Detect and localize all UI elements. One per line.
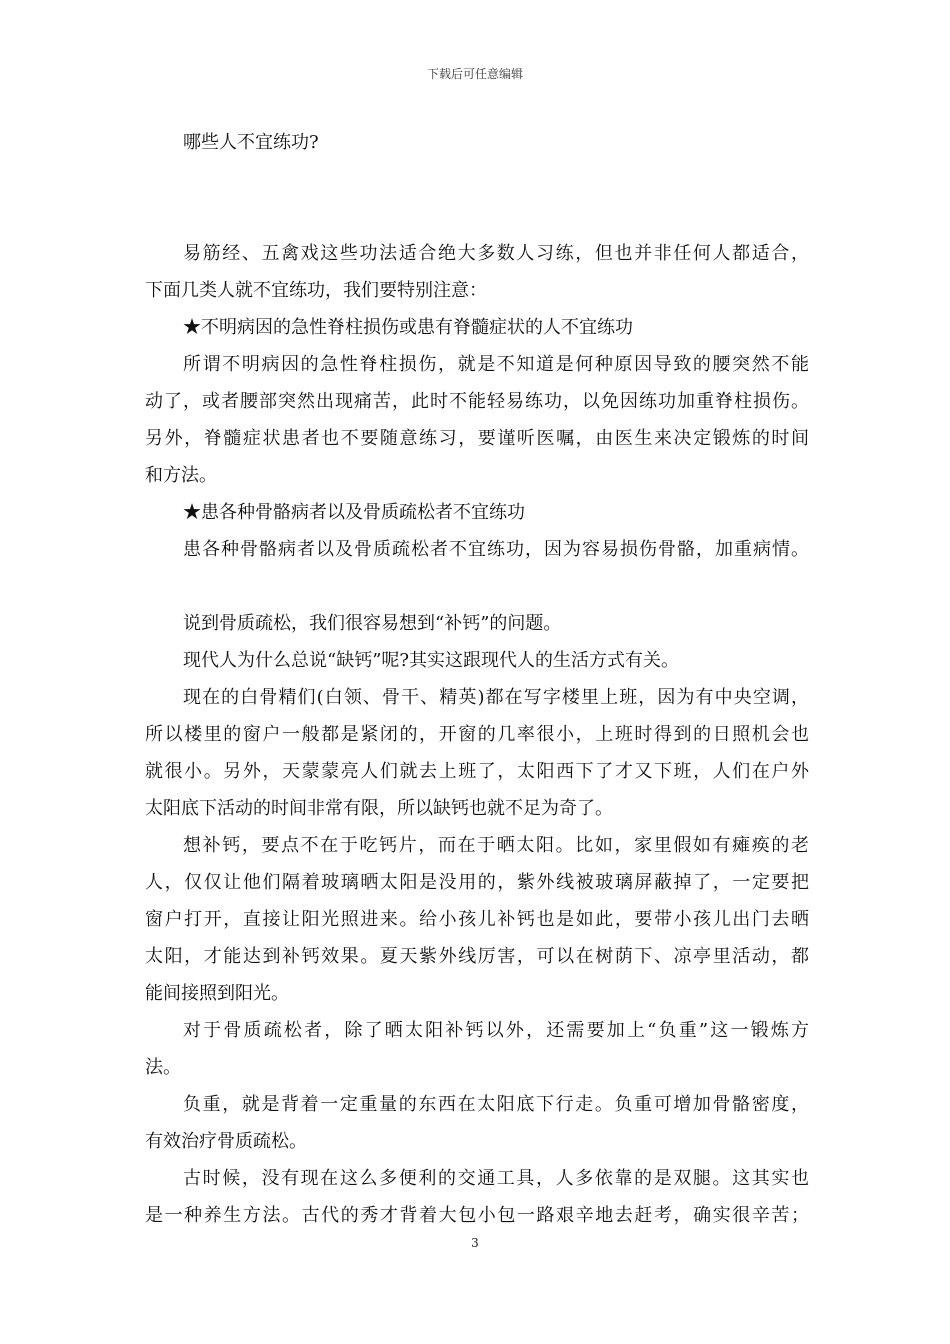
section-heading: 哪些人不宜练功?	[183, 132, 319, 153]
paragraph-line: 所以楼里的窗户一般都是紧闭的，开窗的几率很小，上班时得到的日照机会也	[145, 724, 809, 745]
page-header: 下载后可任意编辑	[426, 67, 523, 81]
paragraph-line: 现代人为什么总说“缺钙”呢?其实这跟现代人的生活方式有关。	[183, 650, 680, 671]
paragraph-line: 对于骨质疏松者，除了晒太阳补钙以外，还需要加上“负重”这一锻炼方	[183, 1020, 809, 1041]
paragraph-line: 有效治疗骨质疏松。	[145, 1131, 307, 1152]
paragraph-line: 是一种养生方法。古代的秀才背着大包小包一路艰辛地去赶考，确实很辛苦；	[145, 1205, 809, 1226]
paragraph-line: 窗户打开，直接让阳光照进来。给小孩儿补钙也是如此，要带小孩儿出门去晒	[145, 909, 809, 930]
paragraph-line: 古时候，没有现在这么多便利的交通工具，人多依靠的是双腿。这其实也	[183, 1168, 809, 1189]
paragraph-line: 现在的白骨精们(白领、骨干、精英)都在写字楼里上班，因为有中央空调，	[183, 687, 809, 708]
paragraph-line: 易筋经、五禽戏这些功法适合绝大多数人习练，但也并非任何人都适合，	[183, 243, 809, 264]
paragraph-line: 患各种骨骼病者以及骨质疏松者不宜练功，因为容易损伤骨骼，加重病情。	[183, 539, 809, 560]
paragraph-line: 法。	[145, 1057, 181, 1078]
paragraph-line: 说到骨质疏松，我们很容易想到“补钙”的问题。	[183, 613, 562, 634]
paragraph-line: 动了，或者腰部突然出现痛苦，此时不能轻易练功，以免因练功加重脊柱损伤。	[145, 391, 809, 412]
document-body	[145, 124, 809, 1234]
paragraph-line: 太阳，才能达到补钙效果。夏天紫外线厉害，可以在树荫下、凉亭里活动，都	[145, 946, 809, 967]
paragraph-line: 所谓不明病因的急性脊柱损伤，就是不知道是何种原因导致的腰突然不能	[183, 354, 809, 375]
page-number: 3	[471, 1236, 479, 1250]
paragraph-line: 太阳底下活动的时间非常有限，所以缺钙也就不足为奇了。	[145, 798, 613, 819]
paragraph-line: 想补钙，要点不在于吃钙片，而在于晒太阳。比如，家里假如有瘫痪的老	[183, 835, 809, 856]
paragraph-line: 负重，就是背着一定重量的东西在太阳底下行走。负重可增加骨骼密度，	[183, 1094, 809, 1115]
paragraph-spacer	[145, 161, 809, 198]
paragraph-spacer	[145, 198, 809, 235]
paragraph-line: 人，仅仅让他们隔着玻璃晒太阳是没用的，紫外线被玻璃屏蔽掉了，一定要把	[145, 872, 809, 893]
paragraph-line: 能间接照到阳光。	[145, 983, 289, 1004]
paragraph-line: 另外，脊髓症状患者也不要随意练习，要谨听医嘱，由医生来决定锻炼的时间	[145, 428, 809, 449]
bullet-heading: ★患各种骨骼病者以及骨质疏松者不宜练功	[183, 502, 525, 523]
paragraph-line: 和方法。	[145, 465, 217, 486]
paragraph-spacer	[145, 568, 809, 605]
paragraph-line: 就很小。另外，天蒙蒙亮人们就去上班了，太阳西下了才又下班，人们在户外	[145, 761, 809, 782]
paragraph-line: 下面几类人就不宜练功，我们要特别注意：	[145, 280, 487, 301]
bullet-heading: ★不明病因的急性脊柱损伤或患有脊髓症状的人不宜练功	[183, 317, 633, 338]
